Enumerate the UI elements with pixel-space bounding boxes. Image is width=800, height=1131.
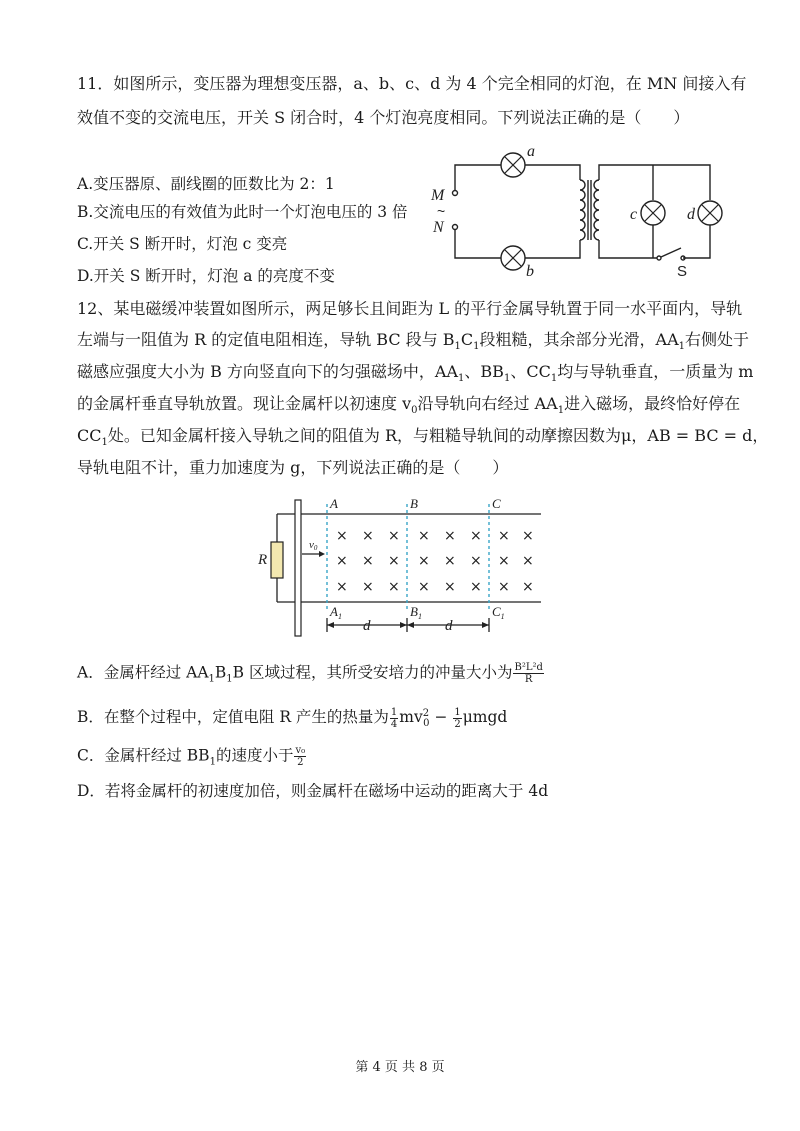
field-cross-icon: × [418,579,430,595]
field-cross-icon: × [418,553,430,569]
q12-option-b: B．在整个过程中，定值电阻 R 产生的热量为 $\frac{1}{4}$ $mv^2_0$ − $\frac{1}{2}$ μmgd [77,706,508,730]
q11-option-a: A.变压器原、副线圈的匝数比为 2：1 [77,175,335,193]
field-cross-icon: × [388,579,400,595]
field-cross-icon: × [362,579,374,595]
field-cross-icon: × [336,528,348,544]
field-cross-icon: × [388,553,400,569]
field-cross-icon: × [498,528,510,544]
q12-stem-line2: 左端与一阻值为 R 的定值电阻相连，导轨 BC 段与 $B_1C_1$段粗糙，其余部分光滑，$AA_1$右侧处于 [77,330,750,353]
q12-option-a: A．金属杆经过 $AA_1B_1B$ 区域过程，其所受安培力的冲量大小为 $\frac{\text{B²L²d}}{R}$ [77,662,543,685]
page-footer: 第 4 页 共 8 页 [355,1060,445,1075]
field-cross-icon: × [444,553,456,569]
label-c1: $C_1$ [492,604,505,621]
lamp-c-label: c [630,206,638,223]
label-c: C [492,496,501,511]
lamp-a-label: a [527,143,535,160]
label-b1: $B_1$ [410,604,422,621]
q11-option-d: D.开关 S 断开时，灯泡 a 的亮度不变 [77,267,335,285]
q12-stem-line4: 的金属杆垂直导轨放置。现让金属杆以初速度 $v_0$沿导轨向右经过 $AA_1$进入磁场，最终恰好停在 [77,394,741,417]
q12-option-c: C．金属杆经过 $BB_1$的速度小于 $\frac{\text{v₀}}{2}$ [77,745,306,768]
q11-transformer-circuit-diagram [425,140,755,280]
terminal-m-label: M [431,187,445,204]
resistor-icon [271,542,283,578]
field-cross-icon: × [388,528,400,544]
label-v0: v0 [309,539,318,552]
label-a: A [330,496,338,511]
label-r: R [258,552,268,568]
field-cross-icon: × [498,553,510,569]
field-cross-icon: × [336,553,348,569]
lamp-b-label: b [526,263,534,280]
q12-stem-line5: $CC_1$处。已知金属杆接入导轨之间的阻值为 R，与粗糙导轨间的动摩擦因数为μ，AB = BC = d， [77,426,769,449]
q11-stem-line1: 11．如图所示，变压器为理想变压器，a、b、c、d 为 4 个完全相同的灯泡，在 MN 间接入有 [77,74,747,93]
field-cross-icon: × [444,579,456,595]
field-cross-icon: × [362,553,374,569]
field-cross-icon: × [498,579,510,595]
impulse-fraction: $\frac{\text{B²L²d}}{R}$ [514,662,543,685]
field-cross-icon: × [362,528,374,544]
label-a1: $A_1$ [330,604,342,621]
q12-stem-line1: 12、某电磁缓冲装置如图所示，两足够长且间距为 L 的平行金属导轨置于同一水平面内，导轨 [77,299,743,318]
field-cross-icon: × [522,579,534,595]
q12-option-d: D．若将金属杆的初速度加倍，则金属杆在磁场中运动的距离大于 4d [77,782,549,800]
field-cross-icon: × [444,528,456,544]
label-d-first: d [363,618,371,634]
q11-option-b: B.交流电压的有效值为此时一个灯泡电压的 3 倍 [77,203,408,221]
magnetic-field-crosses [336,528,534,595]
switch-s-label: S [677,263,688,280]
q12-stem-line6: 导轨电阻不计，重力加速度为 g，下列说法正确的是（ ） [77,458,509,477]
q11-stem-line2: 效值不变的交流电压，开关 S 闭合时，4 个灯泡亮度相同。下列说法正确的是（ ） [77,108,690,127]
terminal-n-label: N [433,219,444,236]
field-cross-icon: × [470,528,482,544]
q12-rail-magnetic-field-diagram [255,492,555,640]
lamp-d-label: d [687,206,695,223]
q11-option-c: C.开关 S 断开时，灯泡 c 变亮 [77,235,288,253]
field-cross-icon: × [522,528,534,544]
label-b: B [410,496,418,511]
field-cross-icon: × [522,553,534,569]
field-cross-icon: × [470,553,482,569]
field-cross-icon: × [418,528,430,544]
field-cross-icon: × [336,579,348,595]
ac-source-icon: ~ [437,203,446,219]
q12-stem-line3: 磁感应强度大小为 B 方向竖直向下的匀强磁场中，$AA_1$、$BB_1$、$CC_1$均与导轨垂直，一质量为 m [77,362,754,385]
field-cross-icon: × [470,579,482,595]
label-d-second: d [445,618,453,634]
metal-rod [295,500,301,636]
